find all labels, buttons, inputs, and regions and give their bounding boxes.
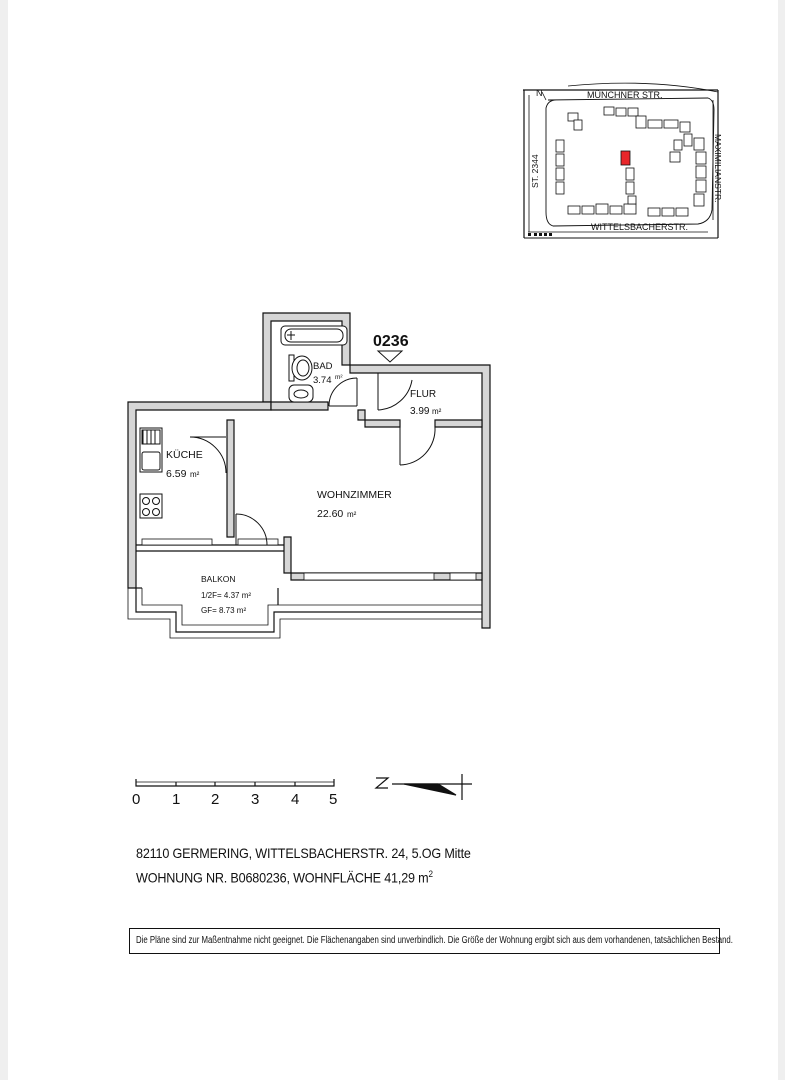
scale-label-0: 0 — [132, 791, 141, 808]
room-area-balkon-half: 1/2F= 4.37 m² — [201, 591, 252, 600]
north-arrow — [376, 774, 472, 800]
scale-label-5: 5 — [329, 791, 338, 808]
room-name-kueche: KÜCHE — [166, 449, 203, 461]
disclaimer-box — [129, 928, 733, 954]
floor-plan-drawing — [8, 0, 778, 1080]
unit-number-label: 0236 — [373, 333, 409, 350]
street-label-north: MÜNCHNER STR. — [587, 90, 663, 100]
room-name-wohnzimmer: WOHNZIMMER — [317, 489, 392, 501]
room-area-kueche: 6.59 — [166, 468, 187, 480]
street-label-south: WITTELSBACHERSTR. — [591, 222, 689, 232]
scale-label-4: 4 — [291, 791, 300, 808]
room-area-bad: 3.74 — [313, 375, 332, 386]
address-line-2 — [136, 869, 433, 886]
room-name-bad: BAD — [313, 361, 333, 372]
scale-label-3: 3 — [251, 791, 260, 808]
room-area-wohnzimmer: 22.60 — [317, 508, 344, 520]
scale-label-2: 2 — [211, 791, 220, 808]
highlighted-building-marker — [621, 151, 630, 165]
street-label-east: MAXIMILIANSTR. — [713, 134, 723, 203]
unit-entrance-marker — [378, 351, 402, 362]
room-unit-wohnzimmer: m² — [347, 510, 357, 519]
site-map — [523, 83, 718, 238]
street-label-west: ST. 2344 — [530, 154, 540, 188]
room-unit-flur: m² — [432, 407, 442, 416]
address-line-2-text: WOHNUNG NR. B0680236, WOHNFLÄCHE 41,29 m — [136, 869, 429, 886]
document-page — [8, 0, 778, 1080]
address-line-1: 82110 GERMERING, WITTELSBACHERSTR. 24, 5.OG Mitte — [136, 845, 471, 861]
room-area-flur: 3.99 — [410, 406, 430, 417]
room-name-balkon: BALKON — [201, 574, 236, 584]
room-area-balkon-gf: GF= 8.73 m² — [201, 606, 247, 615]
address-line-2-sup: 2 — [428, 869, 433, 879]
room-name-flur: FLUR — [410, 389, 437, 400]
scale-label-1: 1 — [172, 791, 181, 808]
room-unit-bad: m² — [335, 374, 343, 381]
room-unit-kueche: m² — [190, 470, 200, 479]
scale-bar — [136, 779, 334, 786]
map-north-letter: N — [536, 88, 543, 98]
disclaimer-text: Die Pläne sind zur Maßentnahme nicht geeignet. Die Flächenangaben sind unverbindlich. Die Größe der Wohnung ergibt sich aus dem vorhandenen, tatsächlichen Bestand. — [136, 935, 733, 946]
